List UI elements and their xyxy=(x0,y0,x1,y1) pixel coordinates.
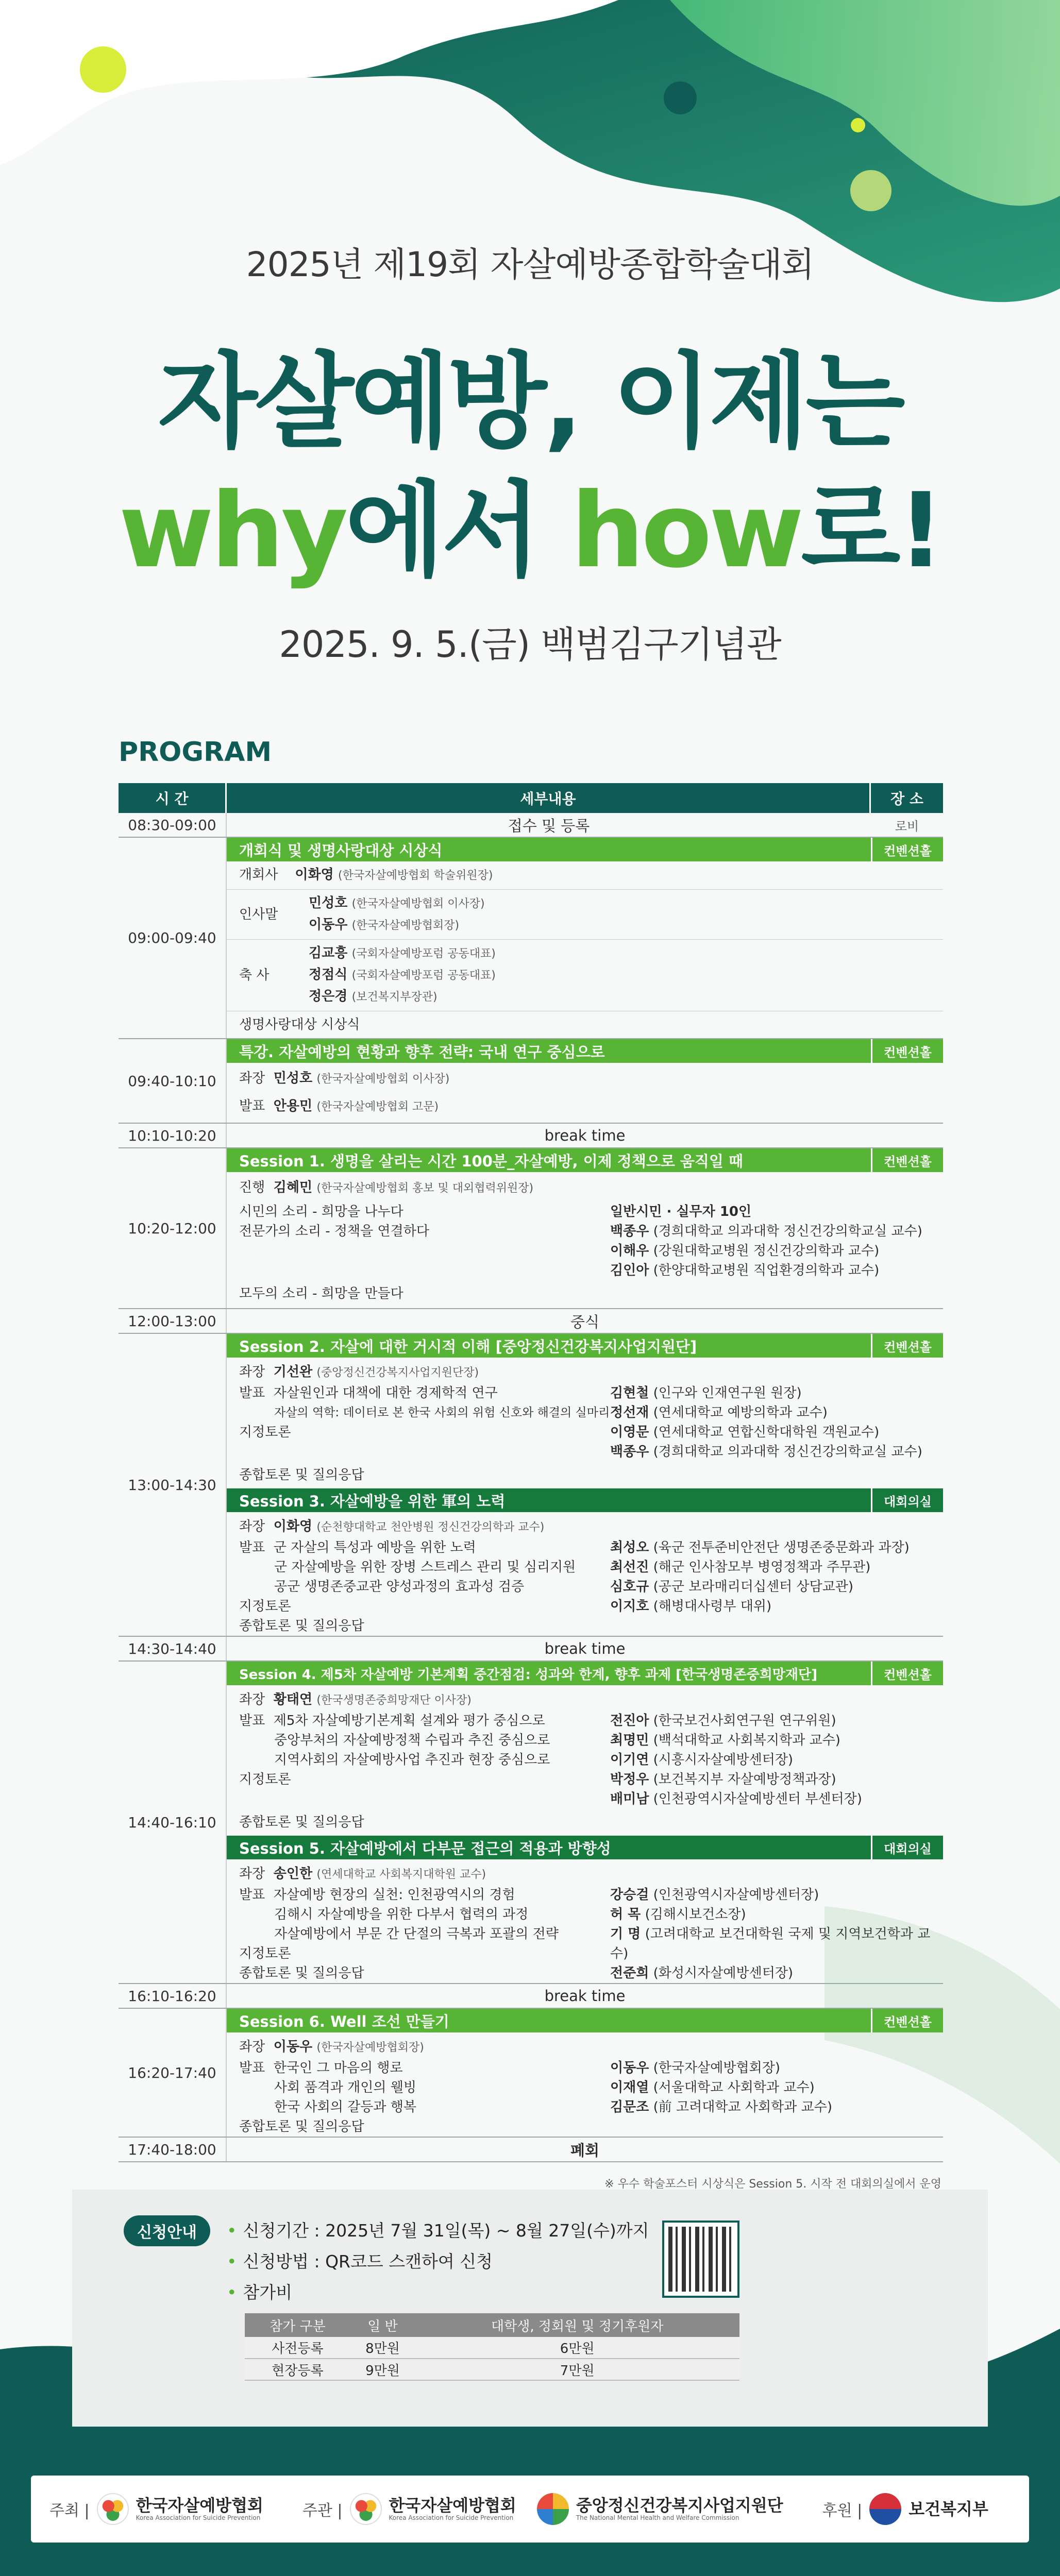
row-text: 모두의 소리 - 희망을 만들다 xyxy=(239,1286,403,1301)
row-text: 중식 xyxy=(570,1313,600,1331)
application-badge: 신청안내 xyxy=(124,2215,210,2246)
footer-sponsors xyxy=(31,2476,1029,2543)
person-name: 이지호 xyxy=(610,1599,649,1614)
person-name: 이해우 xyxy=(610,1243,649,1259)
row-text: 폐회 xyxy=(570,2141,600,2159)
session-title: Session 4. 제5차 자살예방 기본계획 중간점검: 성과와 한계, 향후 과제 [한국생명존중희망재단] xyxy=(227,1662,871,1685)
person-affiliation: (인천광역시자살예방센터 부센터장) xyxy=(653,1791,862,1807)
person-affiliation: (한국자살예방협회 홍보 및 대외협력위원장) xyxy=(316,1182,534,1195)
role-label: 좌장 xyxy=(239,1364,265,1380)
sponsor-org xyxy=(869,2493,988,2525)
person-affiliation: (고려대학교 보건대학원 국제 및 지역보건학과 교수) xyxy=(610,1926,931,1961)
role-label: 발표 xyxy=(239,1098,265,1114)
role-label: 좌장 xyxy=(239,2039,265,2055)
role-label: 발표 xyxy=(239,1540,265,1555)
person-affiliation: (국회자살예방포럼 공동대표) xyxy=(351,947,496,960)
application-details xyxy=(227,2215,649,2308)
host-label: 주최 | xyxy=(49,2502,90,2520)
table-row xyxy=(119,1039,943,1124)
role-label: 발표 xyxy=(239,1385,265,1401)
fee-cell: 현장등록 xyxy=(245,2359,350,2380)
person-name: 정은경 xyxy=(309,989,348,1004)
table-row xyxy=(119,1984,943,2009)
role-label: 발표 xyxy=(239,2060,265,2076)
person-name: 김문조 xyxy=(610,2099,649,2115)
row-text: 종합토론 및 질의응답 xyxy=(239,1815,364,1830)
date-venue: 2025. 9. 5.(금) 백범김구기념관 xyxy=(279,623,781,666)
bullet-icon: • xyxy=(227,2221,237,2241)
person-affiliation: (시흥시자살예방센터장) xyxy=(653,1752,794,1768)
fee-cell: 7만원 xyxy=(415,2359,739,2380)
col-content: 세부내용 xyxy=(227,783,871,813)
organizer-label: 주관 | xyxy=(302,2502,343,2520)
table-row xyxy=(119,2009,943,2138)
person-affiliation: (공군 보라매리더십센터 상담교관) xyxy=(653,1579,854,1595)
person-affiliation: (해군 인사참모부 병영정책과 주무관) xyxy=(653,1560,871,1575)
row-text: 지정토론 xyxy=(239,1599,291,1614)
table-row xyxy=(119,2138,943,2162)
session-place: 컨벤션홀 xyxy=(871,1039,943,1063)
role-label: 좌장 xyxy=(239,1692,265,1707)
row-text: 지정토론 xyxy=(239,1946,291,1961)
person-name: 최명민 xyxy=(610,1733,649,1748)
program-heading: PROGRAM xyxy=(119,737,272,768)
person-name: 이화영 xyxy=(295,867,334,883)
row-place: 로비 xyxy=(895,819,919,834)
person-affiliation: (김해시보건소장) xyxy=(645,1907,746,1922)
person-affiliation: (前 고려대학교 사회학과 교수) xyxy=(653,2099,832,2115)
role-label: 축 사 xyxy=(239,968,270,983)
row-time: 10:10-10:20 xyxy=(119,1124,227,1147)
main-title-line1: 자살예방, 이제는 xyxy=(158,342,902,462)
person-name: 김인아 xyxy=(610,1263,649,1278)
row-time: 14:40-16:10 xyxy=(119,1662,227,1983)
session-place: 컨벤션홀 xyxy=(871,838,943,861)
person-name: 이화영 xyxy=(273,1519,313,1534)
person-affiliation: (인구와 인재연구원 원장) xyxy=(653,1385,802,1401)
person-affiliation: (한국자살예방협회장) xyxy=(351,919,460,932)
person-name: 이재열 xyxy=(610,2080,649,2095)
org-name: 한국자살예방협회 xyxy=(136,2496,263,2515)
bullet-icon: • xyxy=(227,2251,237,2272)
row-text: 종합토론 및 질의응답 xyxy=(239,1618,364,1634)
org-name-en: Korea Association for Suicide Prevention xyxy=(389,2514,514,2521)
table-row xyxy=(119,1334,943,1637)
title-ro: 로! xyxy=(801,471,941,591)
row-text: 일반시민 · 실무자 10인 xyxy=(610,1204,752,1219)
person-name: 박정우 xyxy=(610,1772,649,1787)
person-name: 백종우 xyxy=(610,1444,649,1460)
fee-header: 대학생, 정회원 및 정기후원자 xyxy=(415,2313,739,2337)
application-period: 신청기간 : 2025년 7월 31일(목) ~ 8월 27일(수)까지 xyxy=(243,2221,649,2241)
person-name: 이기연 xyxy=(610,1752,649,1768)
row-time: 08:30-09:00 xyxy=(119,813,227,837)
fee-label: 참가비 xyxy=(243,2282,293,2302)
session-place: 컨벤션홀 xyxy=(871,1334,943,1358)
program-table xyxy=(119,783,943,2162)
row-time: 17:40-18:00 xyxy=(119,2138,227,2161)
title-how: how xyxy=(570,471,801,591)
session-title: Session 3. 자살예방을 위한 軍의 노력 xyxy=(227,1488,871,1512)
table-row xyxy=(119,1148,943,1309)
role-label: 개회사 xyxy=(239,867,278,883)
session-title: Session 2. 자살에 대한 거시적 이해 [중앙정신건강복지사업지원단] xyxy=(227,1334,871,1358)
session-place: 대회의실 xyxy=(871,1488,943,1512)
title-why: why xyxy=(119,471,345,591)
talk-title: 중앙부처의 자살예방정책 수립과 추진 중심으로 xyxy=(274,1733,550,1748)
org-name: 한국자살예방협회 xyxy=(389,2496,516,2515)
person-affiliation: (화성시자살예방센터장) xyxy=(653,1965,794,1981)
person-name: 김현철 xyxy=(610,1385,649,1401)
person-name: 최성오 xyxy=(610,1540,649,1555)
org-name-en: Korea Association for Suicide Prevention xyxy=(136,2514,261,2521)
session-place: 컨벤션홀 xyxy=(871,2009,943,2032)
talk-title: 제5차 자살예방기본계획 설계와 평가 중심으로 xyxy=(273,1713,545,1728)
qr-code-icon[interactable] xyxy=(662,2221,739,2298)
org-name: 보건복지부 xyxy=(908,2499,988,2519)
person-affiliation: (인천광역시자살예방센터장) xyxy=(653,1887,819,1903)
person-name: 민성호 xyxy=(309,895,348,911)
role-label: 진행 xyxy=(239,1180,265,1195)
row-time: 10:20-12:00 xyxy=(119,1148,227,1308)
person-name: 허 목 xyxy=(610,1907,641,1922)
person-name: 기선완 xyxy=(273,1364,313,1380)
fee-header: 참가 구분 xyxy=(245,2313,350,2337)
person-affiliation: (경희대학교 의과대학 정신건강의학교실 교수) xyxy=(653,1444,922,1460)
sponsor-label: 후원 | xyxy=(822,2502,863,2520)
person-name: 이동우 xyxy=(273,2039,313,2055)
person-affiliation: (연세대학교 연합신학대학원 객원교수) xyxy=(653,1425,880,1440)
person-affiliation: (한국자살예방협회 이사장) xyxy=(316,1073,450,1086)
talk-title: 군 자살예방을 위한 장병 스트레스 관리 및 심리지원 xyxy=(274,1560,576,1575)
col-place: 장 소 xyxy=(890,790,923,807)
person-affiliation: (한국자살예방협회장) xyxy=(316,2041,424,2054)
row-text: 종합토론 및 질의응답 xyxy=(239,2119,364,2134)
role-label: 발표 xyxy=(239,1713,265,1728)
table-row xyxy=(119,1662,943,1984)
table-header xyxy=(119,783,943,813)
person-name: 송인한 xyxy=(273,1866,313,1882)
person-name: 배미남 xyxy=(610,1791,649,1807)
person-affiliation: (한양대학교병원 직업환경의학과 교수) xyxy=(653,1263,880,1278)
person-affiliation: (국회자살예방포럼 공동대표) xyxy=(351,969,496,982)
row-text: break time xyxy=(544,1127,626,1144)
person-name: 심호규 xyxy=(610,1579,649,1595)
person-name: 민성호 xyxy=(273,1071,313,1086)
talk-title: 사회 품격과 개인의 웰빙 xyxy=(274,2080,416,2095)
bullet-icon: • xyxy=(227,2282,237,2302)
person-name: 김교흥 xyxy=(309,945,348,961)
person-name: 이영문 xyxy=(610,1425,649,1440)
taegeuk-logo-icon xyxy=(869,2493,901,2525)
fee-table xyxy=(245,2313,739,2381)
row-text: 종합토론 및 질의응답 xyxy=(239,1467,364,1483)
row-time: 16:20-17:40 xyxy=(119,2009,227,2137)
person-affiliation: (한국생명존중희망재단 이사장) xyxy=(316,1694,472,1707)
table-row xyxy=(119,1124,943,1148)
person-name: 황태연 xyxy=(273,1692,313,1707)
session-title: 개회식 및 생명사랑대상 시상식 xyxy=(227,838,871,861)
talk-title: 한국인 그 마음의 행로 xyxy=(273,2060,403,2076)
person-affiliation: (강원대학교병원 정신건강의학과 교수) xyxy=(653,1243,880,1259)
row-text: 지정토론 xyxy=(239,1425,291,1440)
person-affiliation: (경희대학교 의과대학 정신건강의학교실 교수) xyxy=(653,1224,922,1239)
fee-cell: 사전등록 xyxy=(245,2337,350,2359)
row-text: break time xyxy=(544,1987,626,2005)
row-time: 09:00-09:40 xyxy=(119,838,227,1038)
row-time: 09:40-10:10 xyxy=(119,1039,227,1123)
person-name: 전진아 xyxy=(610,1713,649,1728)
person-affiliation: (한국자살예방협회 고문) xyxy=(316,1100,439,1113)
role-label: 좌장 xyxy=(239,1866,265,1882)
application-info xyxy=(124,2215,948,2379)
person-affiliation: (순천향대학교 천안병원 정신건강의학과 교수) xyxy=(316,1521,545,1534)
person-affiliation: (보건복지부장관) xyxy=(351,991,438,1004)
person-affiliation: (연세대학교 예방의학과 교수) xyxy=(653,1405,828,1420)
session-place: 대회의실 xyxy=(871,1836,943,1859)
row-text: 전문가의 소리 - 정책을 연결하다 xyxy=(239,1224,429,1239)
session-title: Session 1. 생명을 살리는 시간 100분_자살예방, 이제 정책으로 움직일 때 xyxy=(227,1148,871,1172)
talk-title: 한국 사회의 갈등과 행복 xyxy=(274,2099,416,2115)
fee-cell: 8만원 xyxy=(350,2337,415,2359)
person-affiliation: (중앙정신건강복지사업지원단장) xyxy=(316,1366,479,1379)
organizer-org xyxy=(350,2493,516,2525)
person-affiliation: (백석대학교 사회복지학과 교수) xyxy=(653,1733,840,1748)
col-time: 시 간 xyxy=(119,783,227,813)
row-text: 종합토론 및 질의응답 xyxy=(239,1965,364,1981)
person-affiliation: (한국자살예방협회 이사장) xyxy=(351,897,485,910)
host-org xyxy=(97,2493,263,2525)
row-text: 시민의 소리 - 희망을 나누다 xyxy=(239,1204,403,1219)
person-name: 기 명 xyxy=(610,1926,641,1942)
organizer-org xyxy=(537,2493,783,2525)
session-place: 컨벤션홀 xyxy=(871,1148,943,1172)
role-label: 좌장 xyxy=(239,1519,265,1534)
session-title: Session 5. 자살예방에서 다부문 접근의 적용과 방향성 xyxy=(227,1836,871,1859)
role-label: 발표 xyxy=(239,1887,265,1903)
application-method: 신청방법 : QR코드 스캔하여 신청 xyxy=(243,2251,493,2272)
fee-cell: 6만원 xyxy=(415,2337,739,2359)
role-label: 좌장 xyxy=(239,1071,265,1086)
table-row xyxy=(119,838,943,1039)
row-text: break time xyxy=(544,1640,626,1657)
talk-title: 김해시 자살예방을 위한 다부서 협력의 과정 xyxy=(274,1907,529,1922)
org-name-en: The National Mental Health and Welfare Commission xyxy=(576,2514,739,2521)
person-name: 최선진 xyxy=(610,1560,649,1575)
person-name: 정점식 xyxy=(309,967,348,982)
table-row xyxy=(119,1637,943,1662)
person-name: 이동우 xyxy=(610,2060,649,2076)
kasp-logo-icon xyxy=(97,2493,129,2525)
person-affiliation: (한국자살예방협회 학술위원장) xyxy=(338,869,493,882)
event-subtitle: 2025년 제19회 자살예방종합학술대회 xyxy=(246,245,814,284)
person-affiliation: (보건복지부 자살예방정책과장) xyxy=(653,1772,836,1787)
session-title: Session 6. Well 조선 만들기 xyxy=(227,2009,871,2032)
talk-title: 자살원인과 대책에 대한 경제학적 연구 xyxy=(273,1385,498,1401)
person-name: 전준희 xyxy=(610,1965,649,1981)
person-name: 정선재 xyxy=(610,1405,649,1420)
talk-title: 자살예방 현장의 실천: 인천광역시의 경험 xyxy=(273,1887,515,1903)
row-time: 12:00-13:00 xyxy=(119,1309,227,1333)
person-affiliation: (육군 전투준비안전단 생명존중문화과 과장) xyxy=(653,1540,910,1555)
person-affiliation: (서울대학교 사회학과 교수) xyxy=(653,2080,815,2095)
row-text: 지정토론 xyxy=(239,1772,291,1787)
person-affiliation: (연세대학교 사회복지대학원 교수) xyxy=(316,1868,486,1881)
row-time: 13:00-14:30 xyxy=(119,1334,227,1636)
talk-title: 자살의 역학: 데이터로 본 한국 사회의 위험 신호와 해결의 실마리 xyxy=(274,1406,610,1419)
org-name: 중앙정신건강복지사업지원단 xyxy=(576,2496,783,2515)
talk-title: 군 자살의 특성과 예방을 위한 노력 xyxy=(273,1540,476,1555)
person-affiliation: (한국자살예방협회장) xyxy=(653,2060,780,2076)
person-name: 백종우 xyxy=(610,1224,649,1239)
title-eseo: 에서 xyxy=(345,471,571,591)
talk-title: 공군 생명존중교관 양성과정의 효과성 검증 xyxy=(274,1579,525,1595)
session-title: 특강. 자살예방의 현황과 향후 전략: 국내 연구 중심으로 xyxy=(227,1039,871,1063)
role-label: 인사말 xyxy=(239,907,278,922)
person-name: 이동우 xyxy=(309,917,348,933)
table-row xyxy=(119,813,943,838)
person-name: 강승걸 xyxy=(610,1887,649,1903)
row-time: 14:30-14:40 xyxy=(119,1637,227,1660)
nmhwc-logo-icon xyxy=(537,2493,569,2525)
session-place: 컨벤션홀 xyxy=(871,1662,943,1685)
person-name: 안용민 xyxy=(273,1098,313,1114)
talk-title: 지역사회의 자살예방사업 추진과 현장 중심으로 xyxy=(274,1752,550,1768)
poster-award-note: ※ 우수 학술포스터 시상식은 Session 5. 시작 전 대회의실에서 운영 xyxy=(604,2178,941,2191)
table-row xyxy=(119,1309,943,1334)
row-text: 접수 및 등록 xyxy=(508,817,590,835)
fee-cell: 9만원 xyxy=(350,2359,415,2380)
main-title-line2 xyxy=(0,448,1060,596)
fee-header: 일 반 xyxy=(350,2313,415,2337)
person-name: 김혜민 xyxy=(273,1180,313,1195)
talk-title: 자살예방에서 부문 간 단절의 극복과 포괄의 전략 xyxy=(274,1926,559,1942)
row-text: 생명사랑대상 시상식 xyxy=(239,1017,360,1032)
row-time: 16:10-16:20 xyxy=(119,1984,227,2008)
person-affiliation: (해병대사령부 대위) xyxy=(653,1599,772,1614)
kasp-logo-icon xyxy=(350,2493,382,2525)
person-affiliation: (한국보건사회연구원 연구위원) xyxy=(653,1713,836,1728)
